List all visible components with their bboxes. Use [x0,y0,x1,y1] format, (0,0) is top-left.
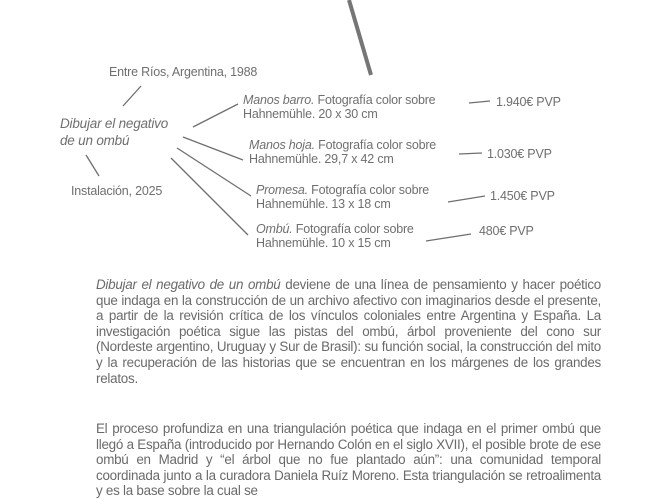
paragraph-1-rest: deviene de una línea de pensamiento y hacer poético que indaga en la construcción de un archivo afectivo con imaginarios desde el presente, a partir de la revisión crítica de los vínculos coloniales entre Argentina y España. La investigación poética sigue las pistas del ombú, árbol proveniente del cono sur (Nordeste argentino, Uruguay y Sur de Brasil): su función social, la construcción del mito y la recuperación de las historias que se encuentran en los márgenes de los grandes relatos. [96,277,602,386]
project-title-line1: Dibujar el negativo [60,116,169,131]
work-2-desc: Fotografía color sobre [314,138,437,152]
work-4-title: Ombú. [256,222,293,236]
origin-label: Entre Ríos, Argentina, 1988 [109,65,258,79]
work-3-title: Promesa. [256,183,308,197]
price-line-4 [426,234,471,241]
work-4 [256,222,414,250]
work-2-title: Manos hoja. [249,138,315,152]
price-line-2 [459,153,482,154]
line-origin [123,86,141,106]
line-work-2 [183,137,243,160]
project-title-line2: de un ombú [60,133,130,148]
line-work-1 [193,104,238,127]
work-4-size: Hahnemühle. 10 x 15 cm [256,236,391,250]
work-2 [249,138,436,166]
price-line-3 [448,196,485,202]
work-1-price: 1.940€ PVP [496,95,561,109]
top-thick-line [349,0,371,75]
line-work-3 [177,148,251,196]
work-3-desc: Fotografía color sobre [307,183,430,197]
paragraph-1-italic: Dibujar el negativo de un ombú [96,277,281,292]
work-1 [243,93,435,121]
paragraph-1 [96,277,601,386]
work-1-title: Manos barro. [243,93,315,107]
work-1-desc: Fotografía color sobre [314,93,436,107]
paragraph-2: El proceso profundiza en una triangulación poética que indaga en el primer ombú que llegó a España (introducido por Hernando Colón en el siglo XVII), el posible brote de ese ombú en Madrid y “el árbol que no fue plantado aún”: una comunidad temporal coordinada junto a la curadora Daniela Ruíz Moreno. Esta triangulación se retroalimenta y es la base sobre la cual se [96,421,601,499]
work-1-size: Hahnemühle. 20 x 30 cm [243,107,378,121]
work-2-price: 1.030€ PVP [487,147,552,161]
price-line-1 [469,101,490,103]
work-4-desc: Fotografía color sobre [292,222,414,236]
work-3 [256,183,429,211]
work-2-size: Hahnemühle. 29,7 x 42 cm [249,152,394,166]
work-4-price: 480€ PVP [479,224,534,238]
project-title [60,115,168,149]
work-3-price: 1.450€ PVP [490,189,555,203]
work-3-size: Hahnemühle. 13 x 18 cm [256,197,391,211]
installation-label: Instalación, 2025 [71,184,163,198]
line-installation [86,155,99,176]
